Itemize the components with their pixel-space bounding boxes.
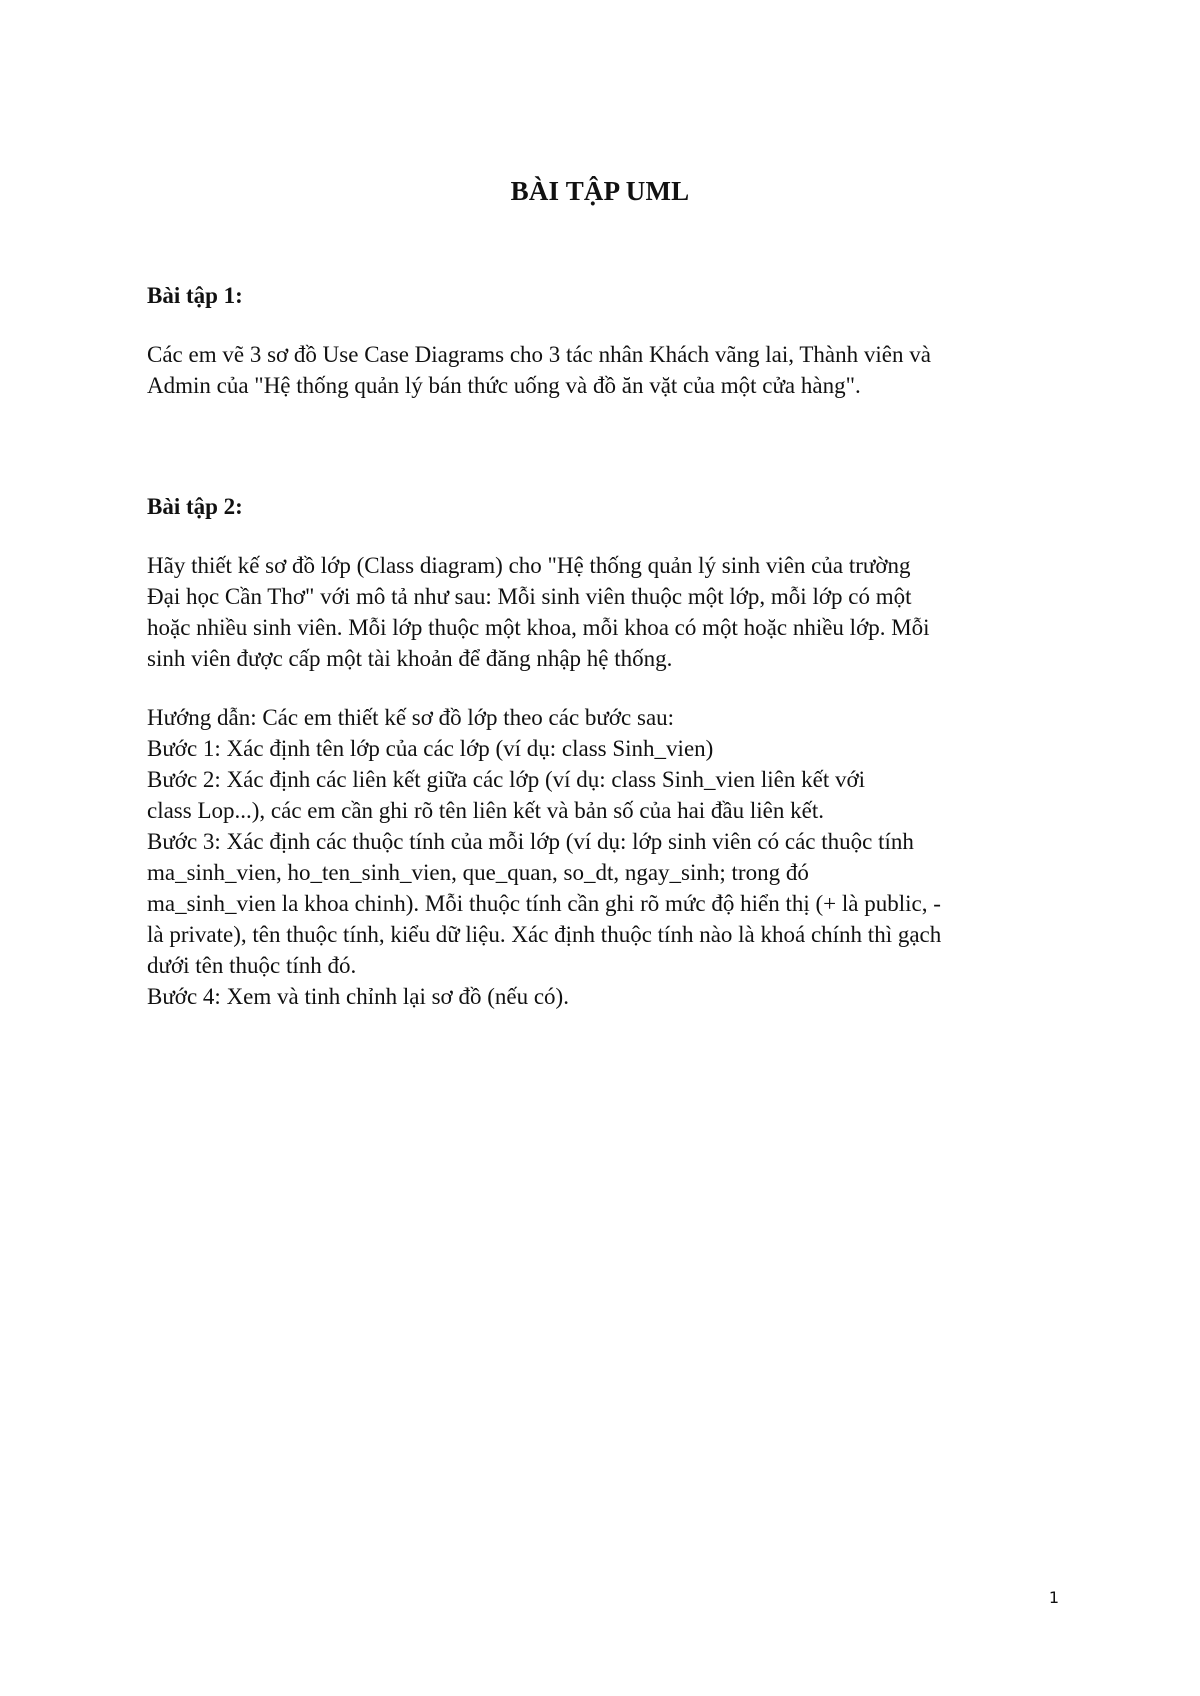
guide-step-3-line-3: ma_sinh_vien la khoa chinh). Mỗi thuộc tính cần ghi rõ mức độ hiển thị (+ là public, -	[147, 891, 941, 916]
guide-step-3-line-4: là private), tên thuộc tính, kiểu dữ liệu. Xác định thuộc tính nào là khoá chính thì gạch	[147, 922, 942, 947]
guide-step-3-line-1: Bước 3: Xác định các thuộc tính của mỗi lớp (ví dụ: lớp sinh viên có các thuộc tính	[147, 829, 914, 854]
exercise-2-description-line-2: Đại học Cần Thơ" với mô tả như sau: Mỗi sinh viên thuộc một lớp, mỗi lớp có một	[147, 584, 912, 609]
guide-step-2-line-2: class Lop...), các em cần ghi rõ tên liên kết và bản số của hai đầu liên kết.	[147, 798, 824, 823]
guide-step-3-line-2: ma_sinh_vien, ho_ten_sinh_vien, que_quan, so_dt, ngay_sinh; trong đó	[147, 860, 809, 885]
page-number: 1	[1048, 1588, 1059, 1607]
guide-step-4: Bước 4: Xem và tinh chỉnh lại sơ đồ (nếu có).	[147, 984, 569, 1009]
exercise-1-text	[147, 339, 1067, 401]
guide-step-3-line-5: dưới tên thuộc tính đó.	[147, 953, 357, 978]
exercise-1-line-1: Các em vẽ 3 sơ đồ Use Case Diagrams cho 3 tác nhân Khách vãng lai, Thành viên và	[147, 342, 931, 367]
guide-line-1: Hướng dẫn: Các em thiết kế sơ đồ lớp theo các bước sau:	[147, 705, 675, 730]
guide-step-1: Bước 1: Xác định tên lớp của các lớp (ví dụ: class Sinh_vien)	[147, 736, 714, 761]
exercise-2-description-line-3: hoặc nhiều sinh viên. Mỗi lớp thuộc một khoa, mỗi khoa có một hoặc nhiều lớp. Mỗi	[147, 615, 930, 640]
guide-step-2-line-1: Bước 2: Xác định các liên kết giữa các lớp (ví dụ: class Sinh_vien liên kết với	[147, 767, 866, 792]
document-title: BÀI TẬP UML	[510, 176, 690, 206]
exercise-1-heading: Bài tập 1:	[147, 283, 243, 308]
exercise-1-line-2: Admin của "Hệ thống quản lý bán thức uống và đồ ăn vặt của một cửa hàng".	[147, 373, 861, 398]
exercise-2-description-line-4: sinh viên được cấp một tài khoản để đăng nhập hệ thống.	[147, 646, 673, 671]
exercise-2-description	[147, 550, 1067, 674]
exercise-2-guide	[147, 702, 1067, 1012]
exercise-2-heading: Bài tập 2:	[147, 494, 243, 519]
exercise-2-description-line-1: Hãy thiết kế sơ đồ lớp (Class diagram) cho "Hệ thống quản lý sinh viên của trường	[147, 553, 911, 578]
